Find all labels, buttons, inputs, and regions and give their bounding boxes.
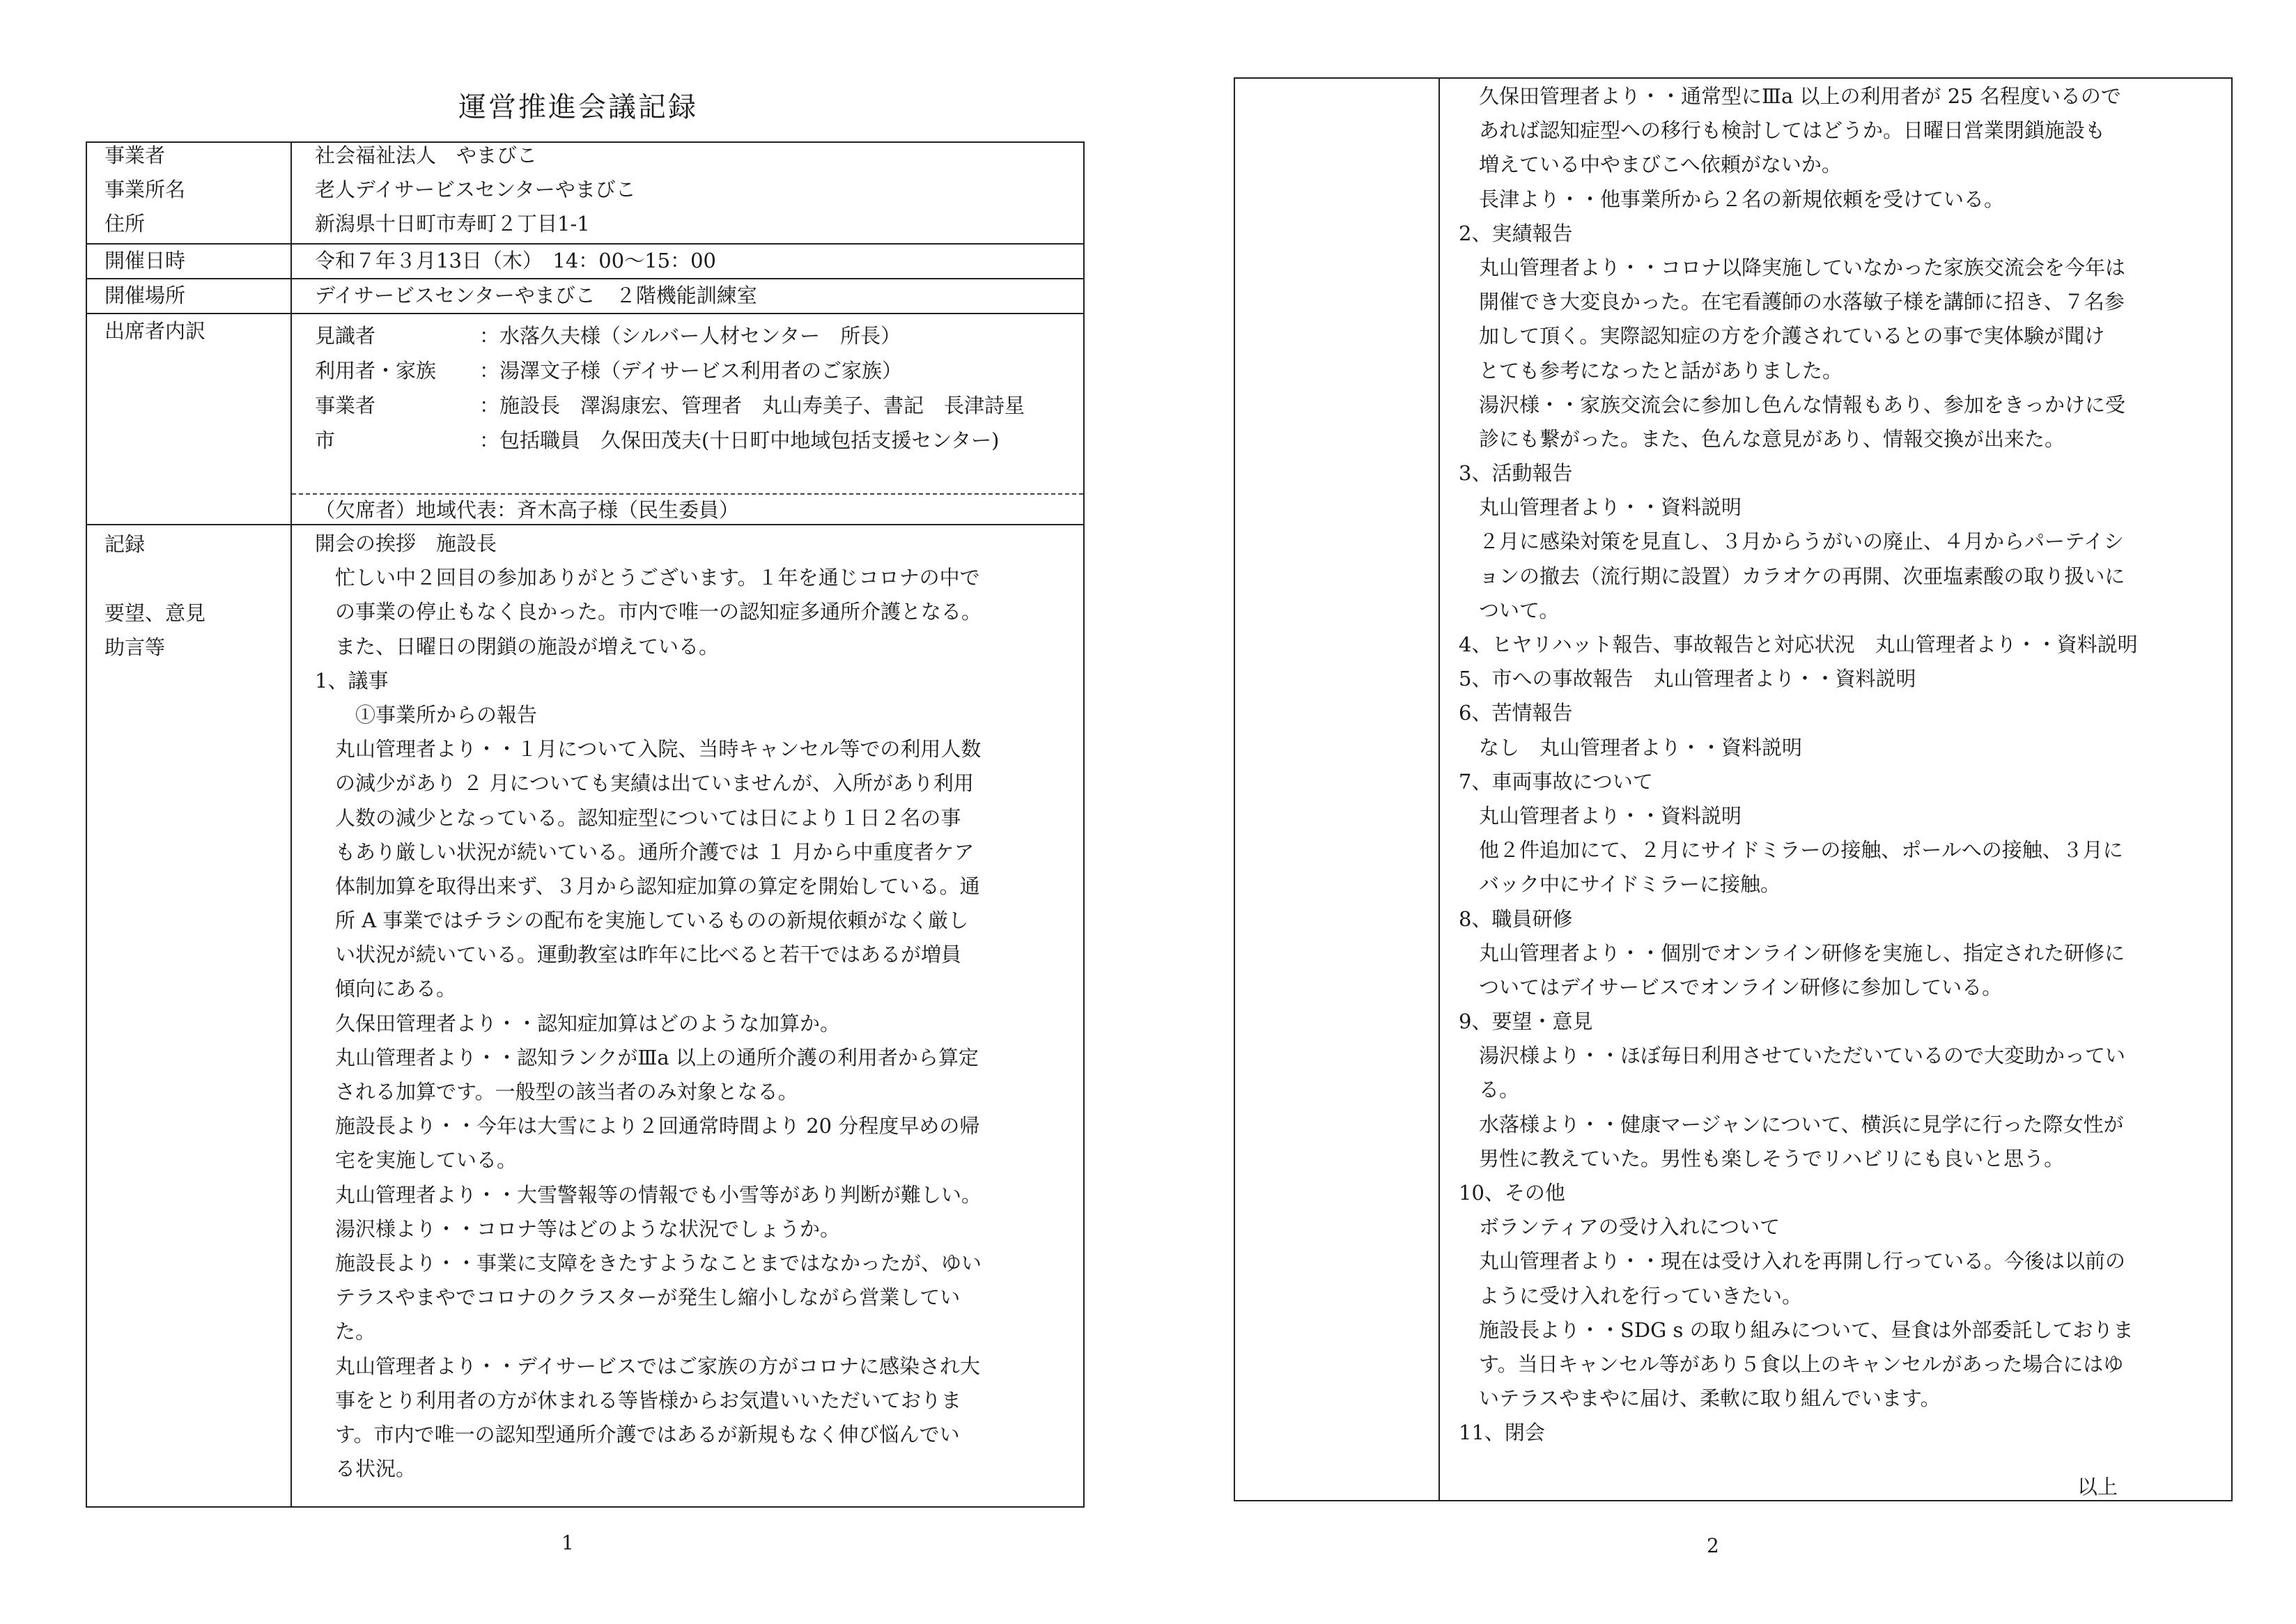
- attendee-detail: ：湯澤文子様（デイサービス利用者のご家族）: [479, 359, 902, 382]
- record-line: テラスやまやでコロナのクラスターが発生し縮小しながら営業してい: [315, 1285, 961, 1310]
- record-body-continued: [1459, 79, 2225, 1451]
- record-line: 体制加算を取得出来ず、３月から認知症加算の算定を開始している。通: [315, 874, 980, 898]
- attendee-role: 市: [315, 428, 336, 452]
- record-line: 事をとり利用者の方が休まれる等皆様からお気遣いいただいておりま: [315, 1388, 962, 1412]
- record-line: 3、活動報告: [1459, 461, 1573, 486]
- label-advice: 助言等: [104, 635, 166, 659]
- record-line: 丸山管理者より・・大雪警報等の情報でも小雪等があり判断が難しい。: [315, 1182, 982, 1207]
- record-line: 増えている中やまびこへ依頼がないか。: [1459, 153, 1842, 177]
- record-line: 長津より・・他事業所から２名の新規依頼を受けている。: [1459, 187, 2005, 211]
- record-line: 丸山管理者より・・コロナ以降実施していなかった家族交流会を今年は: [1459, 255, 2126, 279]
- page-2: [1148, 0, 2296, 1624]
- record-line: 5、市への事故報告 丸山管理者より・・資料説明: [1459, 667, 1916, 691]
- record-line: の減少があり ２ 月についても実績は出ていませんが、入所があり利用: [315, 771, 974, 796]
- record-line: 他２件追加にて、２月にサイドミラーの接触、ポールへの接触、３月に: [1459, 838, 2123, 863]
- attendee-detail: ：施設長 澤潟康宏、管理者 丸山寿美子、書記 長津詩星: [479, 394, 1025, 417]
- attendee-detail: ：水落久夫様（シルバー人材センター 所長）: [479, 324, 901, 348]
- record-line: 6、苦情報告: [1459, 701, 1573, 725]
- record-line: 丸山管理者より・・デイサービスではご家族の方がコロナに感染され大: [315, 1354, 980, 1378]
- record-line: 丸山管理者より・・個別でオンライン研修を実施し、指定された研修に: [1459, 941, 2125, 965]
- label-record: 記録: [104, 532, 146, 556]
- record-line: 施設長より・・SDG s の取り組みについて、昼食は外部委託しておりま: [1459, 1317, 2134, 1342]
- record-line: 丸山管理者より・・１月について入院、当時キャンセル等での利用人数: [315, 737, 982, 761]
- record-line: とても参考になったと話がありました。: [1459, 358, 1843, 382]
- record-line: 11、閉会: [1459, 1421, 1545, 1445]
- record-line: 丸山管理者より・・現在は受け入れを再開し行っている。今後は以前の: [1459, 1249, 2126, 1274]
- record-line: 湯沢様より・・ほぼ毎日利用させていただいているので大変助かってい: [1459, 1044, 2126, 1068]
- attendee-row: [315, 318, 1074, 353]
- record-line: す。当日キャンセル等があり５食以上のキャンセルがあった場合にはゆ: [1459, 1352, 2124, 1376]
- record-line: バック中にサイドミラーに接触。: [1459, 872, 1781, 897]
- record-line: 1、議事: [315, 668, 389, 693]
- record-line: なし 丸山管理者より・・資料説明: [1459, 735, 1803, 759]
- record-line: 人数の減少となっている。認知症型については日により１日２名の事: [315, 805, 961, 830]
- record-line: い状況が続いている。運動教室は昨年に比べると若干ではあるが増員: [315, 943, 962, 967]
- label-facility-name: 事業所名: [104, 178, 186, 201]
- record-line: 湯沢様・・家族交流会に参加し色んな情報もあり、参加をきっかけに受: [1459, 392, 2126, 417]
- label-venue: 開催場所: [104, 284, 186, 307]
- label-column-divider: [290, 141, 292, 1508]
- document-title: 運営推進会議記録: [458, 91, 698, 123]
- record-line: 施設長より・・今年は大雪により２回通常時間より 20 分程度早めの帰: [315, 1114, 980, 1138]
- attendee-role: 事業者: [315, 394, 376, 417]
- record-line: 開催でき大変良かった。在宅看護師の水落敏子様を講師に招き、７名参: [1459, 290, 2125, 314]
- attendee-row: [315, 423, 1074, 458]
- label-datetime: 開催日時: [104, 249, 186, 272]
- label-attendees: 出席者内訳: [104, 319, 206, 343]
- record-line: 男性に教えていた。男性も楽しそうでリハビリにも良いと思う。: [1459, 1146, 2065, 1170]
- row-divider: [86, 313, 1085, 314]
- record-body: [315, 527, 1078, 1486]
- attendee-role: 見識者: [315, 324, 376, 348]
- value-datetime: 令和７年３月13日（木） 14：00～15：00: [315, 249, 717, 272]
- page-number: 1: [561, 1531, 574, 1554]
- record-line: 10、その他: [1459, 1181, 1565, 1205]
- record-line: 9、要望・意見: [1459, 1010, 1593, 1034]
- record-line: 水落様より・・健康マージャンについて、横浜に見学に行った際女性が: [1459, 1112, 2124, 1136]
- record-line: る。: [1459, 1078, 1520, 1102]
- label-column-divider: [1438, 77, 1440, 1501]
- value-address: 新潟県十日町市寿町２丁目1-1: [315, 212, 590, 235]
- record-line: す。市内で唯一の認知型通所介護ではあるが新規もなく伸び悩んでい: [315, 1422, 960, 1446]
- record-line: 傾向にある。: [315, 977, 457, 1001]
- value-facility-name: 老人デイサービスセンターやまびこ: [315, 178, 636, 201]
- absent-attendee: （欠席者）地域代表：斉木高子様（民生委員）: [315, 498, 740, 522]
- record-line: また、日曜日の閉鎖の施設が増えている。: [315, 634, 720, 658]
- record-line: 丸山管理者より・・認知ランクがⅢa 以上の通所介護の利用者から算定: [315, 1045, 979, 1069]
- label-operator: 事業者: [104, 144, 166, 167]
- record-line: ①事業所からの報告: [315, 702, 538, 727]
- label-requests: 要望、意見: [104, 601, 206, 625]
- record-line: ように受け入れを行っていきたい。: [1459, 1283, 1803, 1308]
- record-line: ついて。: [1459, 598, 1560, 622]
- record-line: 久保田管理者より・・通常型にⅢa 以上の利用者が 25 名程度いるので: [1459, 84, 2121, 108]
- closing-remark: 以上: [2077, 1475, 2118, 1499]
- record-line: あれば認知症型への移行も検討してはどうか。日曜日営業閉鎖施設も: [1459, 118, 2106, 143]
- record-line: ョンの撤去（流行期に設置）カラオケの再開、次亜塩素酸の取り扱いに: [1459, 564, 2125, 588]
- record-line: た。: [315, 1320, 376, 1344]
- record-line: 開会の挨拶 施設長: [315, 532, 497, 555]
- record-line: 忙しい中２回目の参加ありがとうございます。１年を通じコロナの中で: [315, 566, 980, 590]
- value-operator: 社会福祉法人 やまびこ: [315, 144, 538, 167]
- attendee-role: 利用者・家族: [315, 359, 437, 382]
- label-address: 住所: [104, 212, 146, 235]
- record-line: される加算です。一般型の該当者のみ対象となる。: [315, 1080, 798, 1104]
- record-line: 丸山管理者より・・資料説明: [1459, 803, 1742, 828]
- record-line: ついてはデイサービスでオンライン研修に参加している。: [1459, 975, 2003, 999]
- record-line: 8、職員研修: [1459, 906, 1573, 931]
- record-line: 2、実績報告: [1459, 221, 1573, 245]
- record-line: 湯沢様より・・コロナ等はどのような状況でしょうか。: [315, 1216, 841, 1241]
- record-line: 宅を実施している。: [315, 1148, 518, 1173]
- attendee-row: [315, 388, 1074, 423]
- value-venue: デイサービスセンターやまびこ ２階機能訓練室: [315, 284, 757, 307]
- record-line: 久保田管理者より・・認知症加算はどのような加算か。: [315, 1011, 841, 1035]
- record-line: の事業の停止もなく良かった。市内で唯一の認知症多通所介護となる。: [315, 600, 982, 624]
- record-line: 加して頂く。実際認知症の方を介護されているとの事で実体験が聞け: [1459, 324, 2105, 348]
- attendee-row: [315, 353, 1074, 388]
- record-line: 7、車両事故について: [1459, 769, 1653, 794]
- record-line: 所 A 事業ではチラシの配布を実施しているものの新規依頼がなく厳し: [315, 908, 969, 933]
- record-line: る状況。: [315, 1457, 417, 1481]
- record-line: 診にも繋がった。また、色んな意見があり、情報交換が出来た。: [1459, 426, 2065, 451]
- record-line: いテラスやまやに届け、柔軟に取り組んでいます。: [1459, 1386, 1941, 1411]
- record-line: もあり厳しい状況が続いている。通所介護では １ 月から中重度者ケア: [315, 840, 975, 864]
- record-line: 4、ヒヤリハット報告、事故報告と対応状況 丸山管理者より・・資料説明: [1459, 633, 2138, 656]
- attendee-detail: ：包括職員 久保田茂夫(十日町中地域包括支援センター): [479, 428, 1000, 452]
- page-number: 2: [1707, 1534, 1719, 1557]
- record-line: 施設長より・・事業に支障をきたすようなことまではなかったが、ゆい: [315, 1251, 982, 1275]
- record-line: ２月に感染対策を見直し、３月からうがいの廃止、４月からパーテイシ: [1459, 529, 2124, 554]
- record-line: ボランティアの受け入れについて: [1459, 1215, 1781, 1239]
- record-line: 丸山管理者より・・資料説明: [1459, 495, 1742, 520]
